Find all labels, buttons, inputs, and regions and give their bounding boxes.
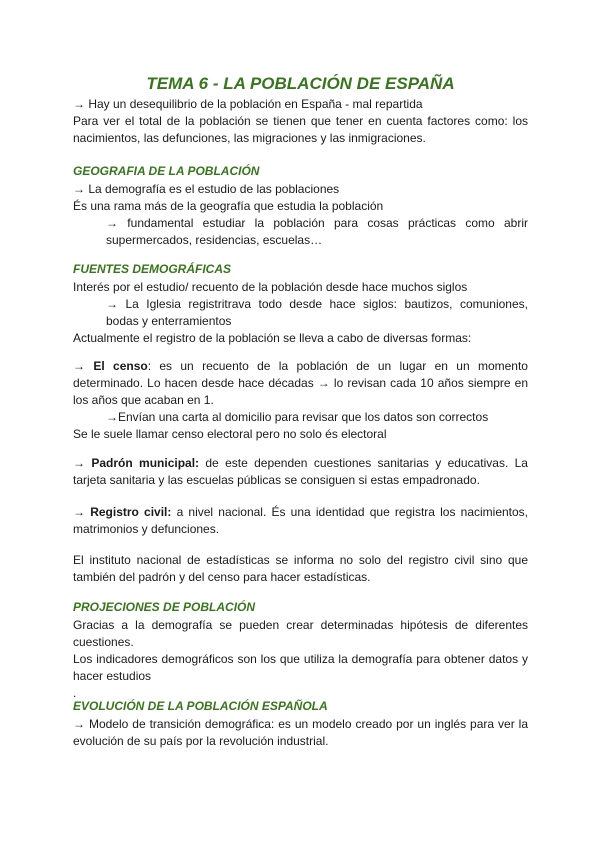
- fuentes-paragraph: [73, 279, 528, 296]
- registro-term: Registro civil:: [90, 505, 172, 519]
- registro-paragraph: [73, 504, 528, 538]
- evolucion-line-1: → Modelo de transición demográfica: es un modelo creado por un inglés para ver la: [73, 717, 528, 731]
- fuentes-indent: [106, 296, 528, 330]
- evolucion-paragraph: [73, 716, 528, 750]
- fuentes-line-2: Actualmente el registro de la población se lleva a cabo de diversas formas:: [73, 331, 472, 345]
- intro-line-3: nacimientos, las defunciones, las migraciones y las inmigraciones.: [73, 131, 426, 145]
- fuentes-paragraph-2: [73, 330, 528, 347]
- proyecciones-line-2: cuestiones.: [73, 635, 134, 649]
- section-heading-evolucion: EVOLUCIÓN DE LA POBLACIÓN ESPAÑOLA: [73, 699, 328, 713]
- censo-paragraph: [73, 358, 528, 409]
- censo-line-2: determinado. Lo hacen desde hace décadas → lo revisan cada 10 años siempre en: [73, 376, 528, 390]
- evolucion-line-2: evolución de su país por la revolución industrial.: [73, 734, 329, 748]
- censo-indent-line-1: →Envían una carta al domicilio para revisar que los datos son correctos: [106, 410, 489, 424]
- proyecciones-line-5: .: [73, 686, 77, 700]
- proyecciones-line-4: hacer estudios: [73, 669, 152, 683]
- geografia-indent-line-2: supermercados, residencias, escuelas…: [106, 233, 323, 247]
- geografia-indent-line-1: → fundamental estudiar la población para cosas prácticas como abrir: [106, 216, 528, 230]
- censo-line-1: [73, 358, 528, 375]
- censo-indent: [106, 409, 528, 426]
- instituto-line-1: El instituto nacional de estadísticas se informa no solo del registro civil sino que: [73, 553, 528, 567]
- geografia-line-2: És una rama más de la geografía que estudia la población: [73, 199, 384, 213]
- proyecciones-paragraph: [73, 617, 528, 702]
- section-heading-proyecciones: PROJECIONES DE POBLACIÓN: [73, 600, 256, 614]
- fuentes-line-1: Interés por el estudio/ recuento de la población desde hace muchos siglos: [73, 280, 468, 294]
- censo-paragraph-2: [73, 426, 528, 443]
- page-title: TEMA 6 - LA POBLACIÓN DE ESPAÑA: [146, 74, 455, 93]
- censo-line-4: Se le suele llamar censo electoral pero no solo és electoral: [73, 427, 387, 441]
- censo-arrow: →: [73, 359, 94, 373]
- padron-line-1-rest: de este dependen cuestiones sanitarias y educativas. La: [199, 456, 528, 470]
- registro-line-2: matrimonios y defunciones.: [73, 522, 220, 536]
- intro-line-2: Para ver el total de la población se tienen que tener en cuenta factores como: los: [73, 114, 528, 128]
- geografia-line-1: → La demografía es el estudio de las poblaciones: [73, 182, 340, 196]
- proyecciones-line-3: Los indicadores demográficos son los que utiliza la demografía para obtener datos y: [73, 652, 528, 666]
- section-heading-fuentes: FUENTES DEMOGRÁFICAS: [73, 262, 232, 276]
- padron-arrow: →: [73, 456, 92, 470]
- censo-line-1-rest: : es un recuento de la población de un lugar en un momento: [147, 359, 528, 373]
- registro-arrow: →: [73, 505, 91, 519]
- instituto-paragraph: [73, 552, 528, 586]
- section-heading-geografia: GEOGRAFIA DE LA POBLACIÓN: [73, 164, 260, 178]
- intro-line-1: → Hay un desequilibrio de la población en España - mal repartida: [73, 97, 423, 111]
- registro-line-1-rest: a nivel nacional. És una identidad que registra los nacimientos,: [171, 505, 529, 519]
- censo-term: El censo: [93, 359, 148, 373]
- censo-line-3: los años que acaban en 1.: [73, 393, 214, 407]
- padron-term: Padrón municipal:: [91, 456, 200, 470]
- instituto-line-2: también del padrón y del censo para hacer estadísticas.: [73, 570, 371, 584]
- padron-paragraph: [73, 455, 528, 489]
- fuentes-indent-line-1: → La Iglesia registritrava todo desde hace siglos: bautizos, comuniones,: [106, 297, 528, 311]
- registro-line-1: [73, 504, 528, 521]
- geografia-paragraph: [73, 181, 528, 215]
- padron-line-1: [73, 455, 528, 472]
- intro-paragraph: [73, 96, 528, 147]
- geografia-indent: [106, 215, 528, 249]
- fuentes-indent-line-2: bodas y enterramientos: [106, 314, 232, 328]
- proyecciones-line-1: Gracias a la demografía se pueden crear determinadas hipótesis de diferentes: [73, 618, 528, 632]
- padron-line-2: tarjeta sanitaria y las escuelas públicas se consiguen si estas empadronado.: [73, 473, 480, 487]
